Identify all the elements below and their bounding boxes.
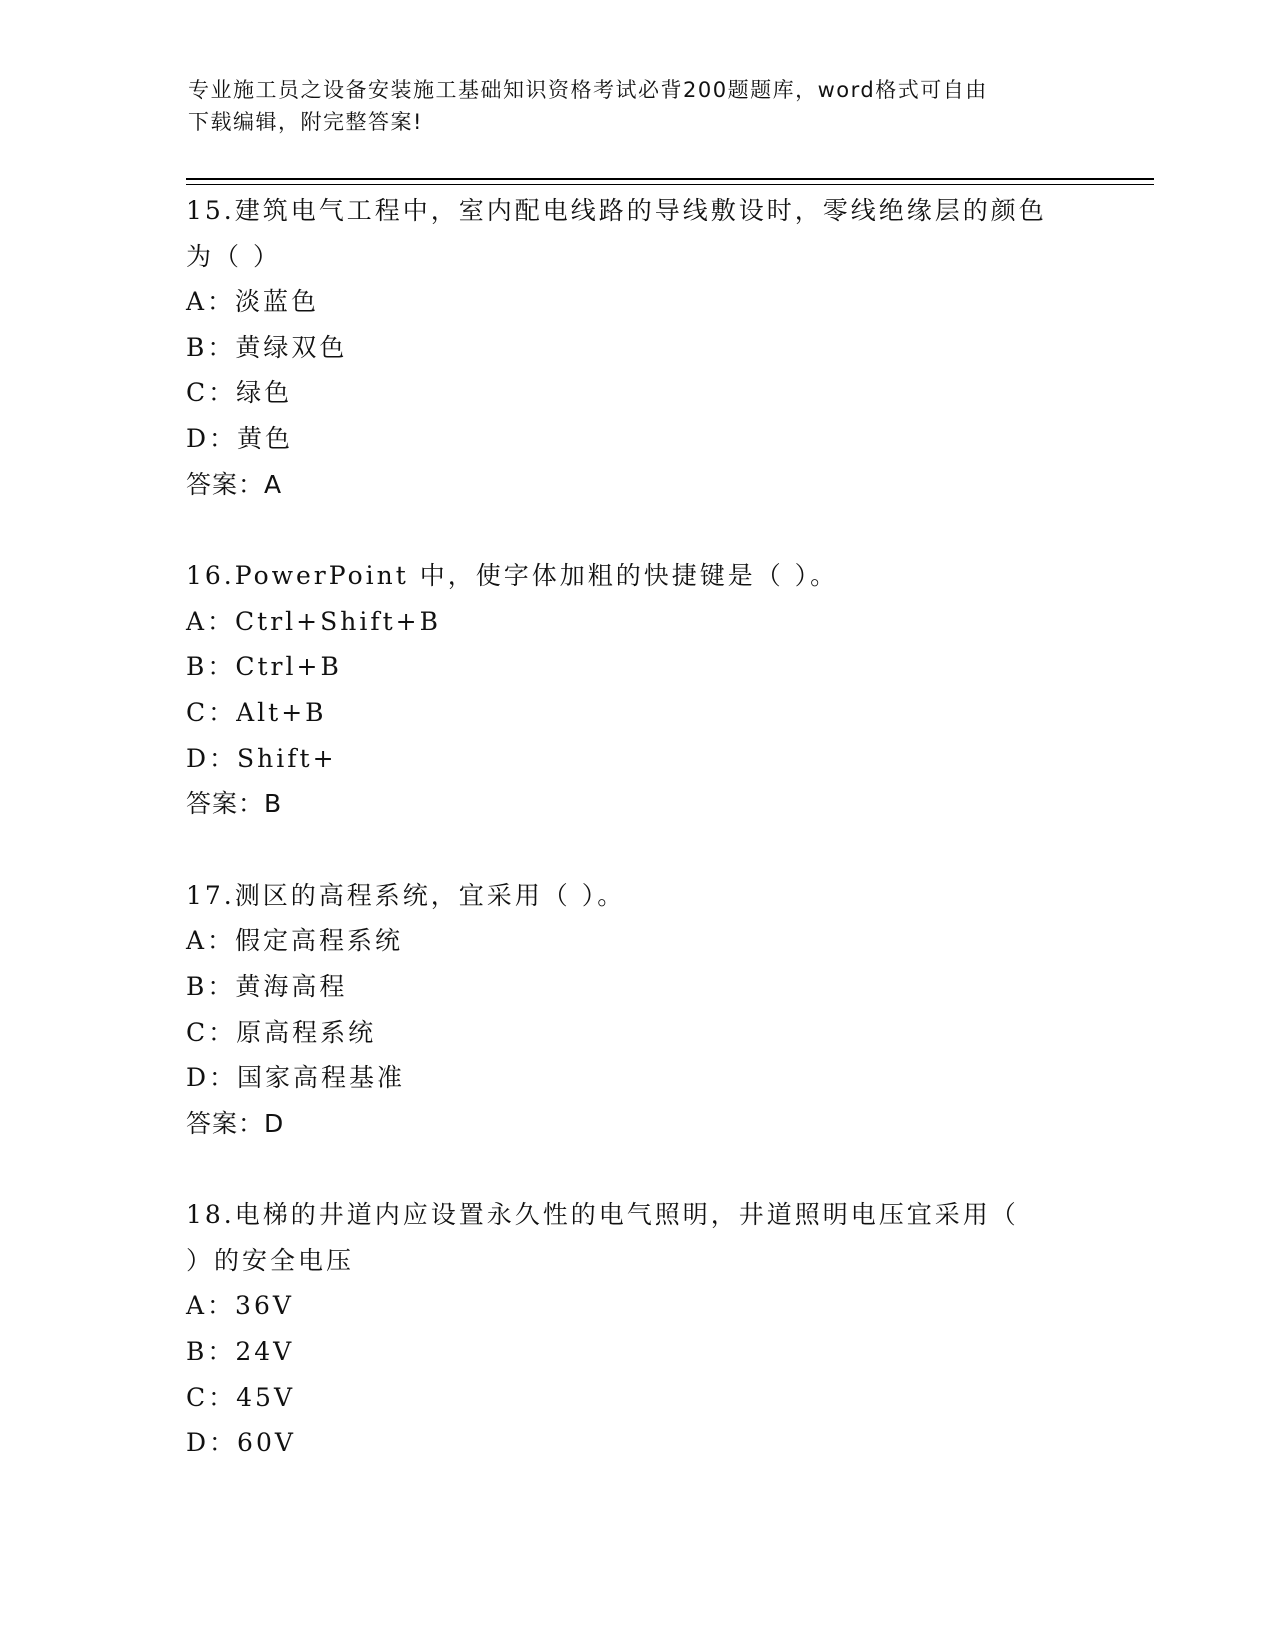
question-list (186, 188, 1086, 1512)
question-stem: 18.电梯的井道内应设置永久性的电气照明，井道照明电压宜采用（ (186, 1200, 1019, 1230)
question-stem-cont: ）的安全电压 (186, 1245, 355, 1275)
question-stem: 16.PowerPoint 中，使字体加粗的快捷键是（ ）。 (186, 561, 839, 591)
question-stem-cont: 为（ ） (186, 241, 281, 271)
answer-line: 答案：A (186, 469, 283, 499)
option-c: C：绿色 (186, 378, 293, 408)
question-17 (186, 873, 1086, 1147)
option-c: C：原高程系统 (186, 1017, 377, 1047)
option-b: B：黄绿双色 (186, 332, 348, 362)
header-line-2: 下载编辑，附完整答案! (188, 110, 423, 134)
option-b: B：黄海高程 (186, 971, 348, 1001)
header-divider-thick (186, 178, 1154, 180)
option-b: B：Ctrl+B (186, 652, 342, 682)
option-d: D：Shift+ (186, 743, 337, 773)
option-d: D：60V (186, 1428, 296, 1458)
option-a: A：淡蓝色 (186, 287, 320, 317)
header-divider-thin (186, 184, 1154, 185)
option-c: C：Alt+B (186, 697, 327, 727)
question-16 (186, 553, 1086, 827)
answer-line: 答案：D (186, 1108, 285, 1138)
option-c: C：45V (186, 1382, 295, 1412)
option-d: D：黄色 (186, 423, 294, 453)
question-15 (186, 188, 1086, 507)
header-line-1: 专业施工员之设备安装施工基础知识资格考试必背200题题库，word格式可自由 (188, 78, 988, 102)
question-stem: 15.建筑电气工程中，室内配电线路的导线敷设时，零线绝缘层的颜色 (186, 196, 1047, 225)
option-d: D：国家高程基准 (186, 1063, 406, 1093)
question-stem: 17.测区的高程系统，宜采用（ ）。 (186, 880, 626, 910)
answer-line: 答案：B (186, 789, 283, 819)
option-a: A：Ctrl+Shift+B (186, 606, 441, 636)
document-header (188, 74, 1088, 138)
option-b: B：24V (186, 1337, 295, 1367)
option-a: A：假定高程系统 (186, 926, 404, 956)
question-18 (186, 1192, 1086, 1466)
option-a: A：36V (186, 1291, 294, 1321)
